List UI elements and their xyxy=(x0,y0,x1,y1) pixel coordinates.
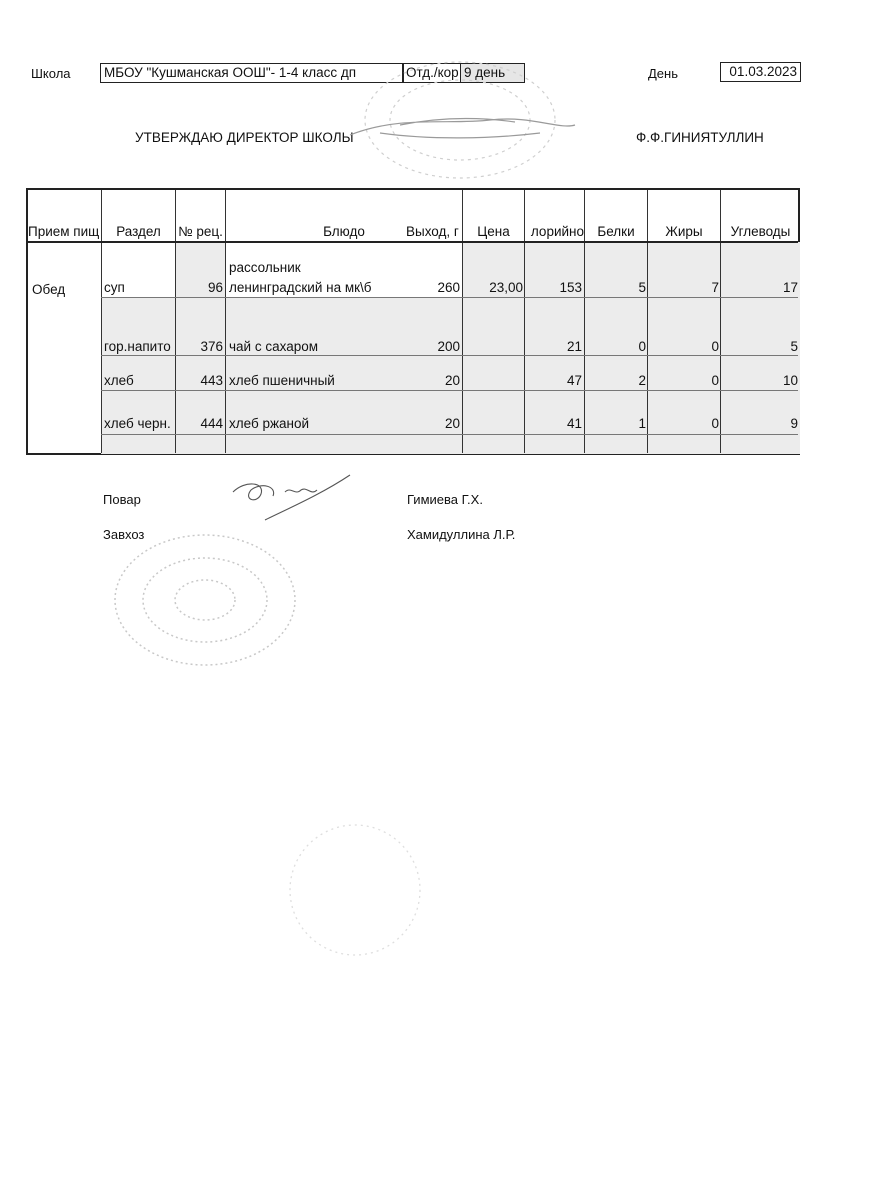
row-yield: 20 xyxy=(444,373,460,388)
row-carbs: 17 xyxy=(782,280,798,295)
row-dish: хлеб пшеничный xyxy=(229,373,335,388)
cook-name: Гимиева Г.Х. xyxy=(407,492,483,507)
row-yield: 20 xyxy=(444,416,460,431)
row-calories: 153 xyxy=(559,280,582,295)
col-header-meal: Прием пищ xyxy=(28,224,100,239)
col-header-dish: Блюдо xyxy=(323,224,365,239)
row-protein: 2 xyxy=(638,373,646,388)
director-name: Ф.Ф.ГИНИЯТУЛЛИН xyxy=(636,130,764,145)
row-recipe: 96 xyxy=(207,280,223,295)
school-label: Школа xyxy=(31,66,71,81)
row-section: хлеб xyxy=(104,373,134,388)
row-recipe: 443 xyxy=(200,373,223,388)
col-header-calories: лорийно xyxy=(530,224,584,239)
row-fat: 7 xyxy=(711,280,719,295)
director-signature xyxy=(340,95,590,155)
manager-name: Хамидуллина Л.Р. xyxy=(407,527,516,542)
row-section: гор.напито xyxy=(104,339,171,354)
row-carbs: 9 xyxy=(790,416,798,431)
date-field: 01.03.2023 xyxy=(720,62,801,82)
faded-stamp-lower xyxy=(270,815,440,965)
col-header-protein: Белки xyxy=(597,224,635,239)
row-fat: 0 xyxy=(711,373,719,388)
col-header-price: Цена xyxy=(477,224,510,239)
row-fat: 0 xyxy=(711,339,719,354)
row-protein: 0 xyxy=(638,339,646,354)
school-name-field: МБОУ "Кушманская ООШ"- 1-4 класс дп xyxy=(100,63,404,83)
row-dish: чай с сахаром xyxy=(229,339,318,354)
row-calories: 41 xyxy=(566,416,582,431)
row-dish-line1: рассольник xyxy=(229,260,301,275)
row-fat: 0 xyxy=(711,416,719,431)
day-number-field: 9 день xyxy=(460,63,525,83)
row-carbs: 10 xyxy=(782,373,798,388)
row-yield: 200 xyxy=(437,339,460,354)
row-yield: 260 xyxy=(437,280,460,295)
row-section: суп xyxy=(104,280,125,295)
dept-label: Отд./кор xyxy=(402,63,465,83)
col-header-yield: Выход, г xyxy=(406,224,459,239)
menu-table xyxy=(26,188,800,455)
cook-label: Повар xyxy=(103,492,141,507)
day-label: День xyxy=(648,66,678,81)
col-header-fat: Жиры xyxy=(665,224,703,239)
row-recipe: 376 xyxy=(200,339,223,354)
row-dish: хлеб ржаной xyxy=(229,416,310,431)
row-price: 23,00 xyxy=(489,280,523,295)
row-calories: 47 xyxy=(566,373,582,388)
approval-text: УТВЕРЖДАЮ ДИРЕКТОР ШКОЛЫ xyxy=(135,130,354,145)
row-recipe: 444 xyxy=(200,416,223,431)
row-calories: 21 xyxy=(566,339,582,354)
row-section: хлеб черн. xyxy=(104,416,171,431)
row-dish: ленинградский на мк\б xyxy=(229,280,372,295)
row-protein: 1 xyxy=(638,416,646,431)
meal-name: Обед xyxy=(32,282,66,297)
row-carbs: 5 xyxy=(790,339,798,354)
manager-label: Завхоз xyxy=(103,527,145,542)
faded-stamp-bottom xyxy=(95,520,315,680)
col-header-section: Раздел xyxy=(116,224,161,239)
col-header-carbs: Углеводы xyxy=(730,224,791,239)
col-header-recipe: № рец. xyxy=(178,224,223,239)
row-protein: 5 xyxy=(638,280,646,295)
cook-signature xyxy=(225,470,365,540)
